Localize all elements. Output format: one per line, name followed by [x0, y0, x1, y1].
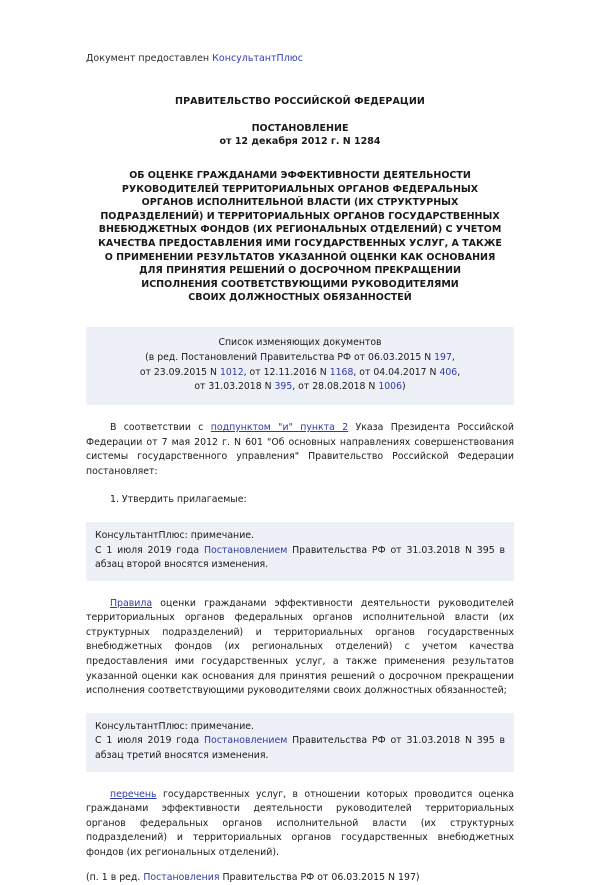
changing-doc-link-395[interactable]: 395	[274, 381, 293, 393]
amendment-prefix: (п. 1 в ред.	[86, 871, 144, 883]
changing-doc-link-1006[interactable]: 1006	[378, 381, 402, 393]
title-line-8: ДЛЯ ПРИНЯТИЯ РЕШЕНИЙ О ДОСРОЧНОМ ПРЕКРАЩЕНИИ	[139, 265, 461, 277]
changing-line3a-prefix: от 31.03.2018 N	[194, 381, 275, 393]
changing-doc-link-406[interactable]: 406	[439, 366, 458, 378]
intro-suffix: Указа Президента Российской Федерации от 7 мая 2012 г. N 601 "Об основных направлениях совершенствования системы государственного управления" Правительство Российской Федерации постановляет:	[86, 421, 514, 477]
note-1-heading: КонсультантПлюс: примечание.	[95, 529, 255, 541]
note-2-prefix: С 1 июля 2019 года	[95, 735, 204, 747]
title-line-10: СВОИХ ДОЛЖНОСТНЫХ ОБЯЗАННОСТЕЙ	[188, 292, 412, 304]
changing-line2-suffix: ,	[457, 366, 461, 378]
note-2-heading: КонсультантПлюс: примечание.	[95, 720, 255, 732]
note-2-body	[95, 734, 505, 763]
note-1-prefix: С 1 июля 2019 года	[95, 544, 204, 556]
amendment-source-reference	[86, 871, 514, 885]
changing-line1-prefix: (в ред. Постановлений Правительства РФ от 06.03.2015 N	[145, 352, 435, 364]
changing-line3b-prefix: , от 28.08.2018 N	[292, 381, 379, 393]
title-line-9: ИСПОЛНЕНИЯ СООТВЕТСТВУЮЩИМИ РУКОВОДИТЕЛЯМИ	[141, 278, 459, 290]
changing-doc-link-1012[interactable]: 1012	[219, 366, 244, 378]
changing-doc-link-1168[interactable]: 1168	[329, 366, 354, 378]
title-line-6: КАЧЕСТВА ПРЕДОСТАВЛЕНИЯ ИМИ ГОСУДАРСТВЕННЫХ УСЛУГ, А ТАКЖЕ	[98, 237, 502, 249]
document-kind-label: ПОСТАНОВЛЕНИЕ	[251, 123, 349, 134]
note-2-suffix: Правительства РФ от 31.03.2018 N 395 в абзац третий вносятся изменения.	[95, 735, 505, 762]
intro-prefix: В соответствии с	[110, 421, 211, 433]
changing-line2a-prefix: от 23.09.2015 N	[139, 366, 220, 378]
source-prefix-label: Документ предоставлен	[86, 53, 213, 64]
document-date-number: от 12 декабря 2012 г. N 1284	[219, 136, 381, 147]
services-list-text: государственных услуг, в отношении которых проводится оценка гражданами эффективности деятельности руководителей территориальных органов федеральных органов исполнительной власти (их структурных подразделений) и территориальных органов государственных внебюджетных фондов (их региональных отделений).	[86, 788, 514, 858]
consultant-note-box-1	[86, 522, 514, 581]
changing-line2b-prefix: , от 12.11.2016 N	[243, 366, 330, 378]
note-1-body	[95, 544, 505, 573]
note-2-resolution-link[interactable]: Постановлением	[203, 735, 288, 747]
services-list-link[interactable]: перечень	[110, 788, 157, 800]
consultant-plus-brand-link[interactable]: КонсультантПлюс	[212, 53, 303, 64]
issuing-authority-title: ПРАВИТЕЛЬСТВО РОССИЙСКОЙ ФЕДЕРАЦИИ	[175, 96, 425, 107]
changing-documents-line-2	[140, 367, 460, 378]
amendment-suffix: Правительства РФ от 06.03.2015 N 197)	[219, 871, 420, 883]
title-line-2: РУКОВОДИТЕЛЕЙ ТЕРРИТОРИАЛЬНЫХ ОРГАНОВ ФЕДЕРАЛЬНЫХ	[121, 183, 479, 195]
changing-documents-box	[86, 327, 514, 405]
changing-documents-line-3	[194, 381, 405, 392]
rules-link[interactable]: Правила	[110, 597, 153, 609]
rules-paragraph	[86, 597, 514, 699]
note-1-resolution-link[interactable]: Постановлением	[203, 544, 288, 556]
title-line-3: ОРГАНОВ ИСПОЛНИТЕЛЬНОЙ ВЛАСТИ (ИХ СТРУКТУРНЫХ	[141, 197, 459, 209]
title-line-1: ОБ ОЦЕНКЕ ГРАЖДАНАМИ ЭФФЕКТИВНОСТИ ДЕЯТЕЛЬНОСТИ	[129, 170, 471, 181]
services-list-paragraph	[86, 788, 514, 861]
changing-doc-link-197[interactable]: 197	[434, 352, 452, 364]
changing-line2c-prefix: , от 04.04.2017 N	[353, 366, 440, 378]
changing-line1-suffix: ,	[451, 352, 455, 364]
consultant-note-box-2	[86, 713, 514, 772]
changing-documents-title: Список изменяющих документов	[218, 336, 382, 348]
changing-documents-line-1	[145, 352, 455, 363]
changing-line3-suffix: )	[402, 381, 406, 393]
document-main-title	[86, 169, 514, 305]
title-line-5: ВНЕБЮДЖЕТНЫХ ФОНДОВ (ИХ РЕГИОНАЛЬНЫХ ОТДЕЛЕНИЙ) С УЧЕТОМ	[98, 224, 502, 236]
title-line-7: О ПРИМЕНЕНИИ РЕЗУЛЬТАТОВ УКАЗАННОЙ ОЦЕНКИ КАК ОСНОВАНИЯ	[104, 251, 496, 263]
document-source-line	[86, 52, 514, 66]
presidential-decree-subparagraph-link[interactable]: подпунктом "и" пункта 2	[210, 421, 349, 433]
rules-paragraph-text: оценки гражданами эффективности деятельности руководителей территориальных органов федеральных органов исполнительной власти (их структурных подразделений) и территориальных органов государственных внебюджетных фондов (их региональных отделений) с учетом качества предоставления ими государственных услуг, а также применения результатов указанной оценки как основания для принятия решений о досрочном прекращении исполнения соответствующими руководителями своих должностных обязанностей;	[86, 597, 514, 697]
amendment-resolution-link[interactable]: Постановления	[143, 871, 220, 883]
note-1-suffix: Правительства РФ от 31.03.2018 N 395 в абзац второй вносятся изменения.	[95, 544, 505, 571]
intro-paragraph	[86, 421, 514, 479]
title-line-4: ПОДРАЗДЕЛЕНИЙ) И ТЕРРИТОРИАЛЬНЫХ ОРГАНОВ ГОСУДАРСТВЕННЫХ	[100, 210, 500, 222]
item-1-approve-line: 1. Утвердить прилагаемые:	[110, 494, 247, 506]
